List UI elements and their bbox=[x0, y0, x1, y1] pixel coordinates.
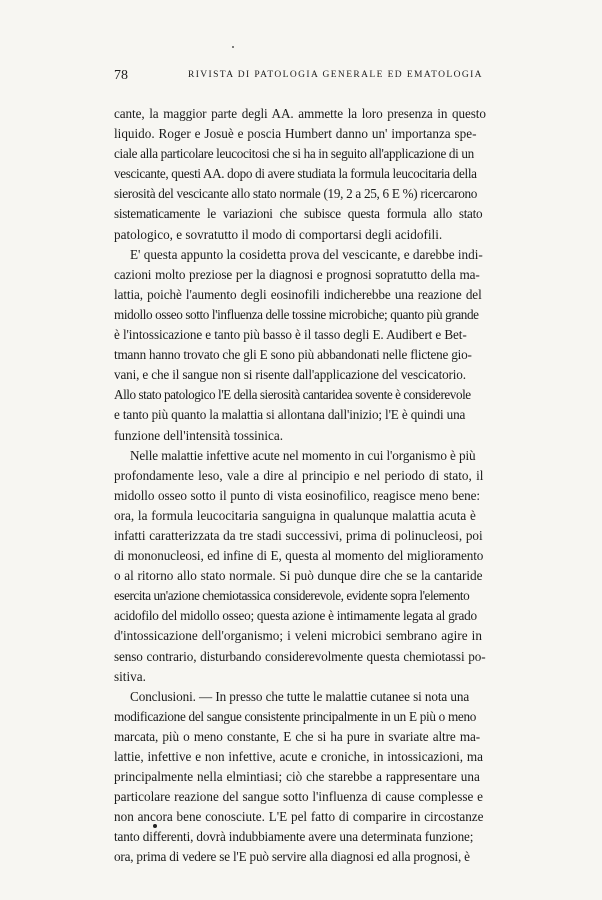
text-line: infatti caratterizzata da tre stadi successivi, prima di polinucleosi, poi bbox=[114, 527, 483, 543]
text-line: profondamente leso, vale a dire al principio e nel periodo di stato, il bbox=[114, 467, 484, 483]
text-line: midollo osseo sotto il punto di vista eosinofilico, reagisce meno bene: bbox=[114, 487, 480, 503]
text-line: esercita un'azione chemiotassica considerevole, evidente sopra l'elemento bbox=[114, 588, 470, 604]
text-line: tanto differenti, dovrà indubbiamente avere una determinata funzione; bbox=[114, 829, 474, 845]
printing-speck bbox=[232, 46, 234, 48]
text-line: sierosità del vescicante allo stato normale (19, 2 a 25, 6 E %) ricercarono bbox=[114, 186, 478, 202]
text-line: lattia, poichè l'aumento degli eosinofili indicherebbe una reazione del bbox=[114, 286, 482, 302]
printing-speck bbox=[153, 824, 157, 828]
text-line: e tanto più quanto la malattia si allontana dall'inizio; l'E è quindi una bbox=[114, 407, 466, 423]
text-line: particolare reazione del sangue sotto l'influenza di cause complesse e bbox=[114, 789, 484, 805]
text-line: vescicante, questi AA. dopo di avere studiata la formula leucocitaria della bbox=[114, 166, 477, 182]
text-line: o al ritorno allo stato normale. Si può dunque dire che se la cantaride bbox=[114, 568, 483, 584]
text-line: cante, la maggior parte degli AA. ammette la loro presenza in questo bbox=[114, 106, 486, 121]
text-line: modificazione del sangue consistente principalmente in un E più o meno bbox=[114, 708, 477, 724]
text-line: midollo osseo sotto l'influenza delle tossine microbiche; quanto più grande bbox=[114, 306, 479, 322]
text-line: cazioni molto preziose per la diagnosi e prognosi sopratutto della ma- bbox=[114, 266, 480, 282]
text-line: sitiva. bbox=[114, 668, 146, 684]
body-text bbox=[114, 104, 486, 868]
text-line: marcata, più o meno constante, E che si ha pure in svariate altre ma- bbox=[114, 728, 481, 744]
paragraph-start-line: Nelle malattie infettive acute nel momento in cui l'organismo è più bbox=[130, 447, 476, 463]
page-header bbox=[114, 68, 486, 88]
text-line: sistematicamente le variazioni che subisce questa formula allo stato bbox=[114, 206, 483, 222]
text-line: non ancora bene conosciute. L'E pel fatto di comparire in circostanze bbox=[114, 809, 484, 825]
text-line: principalmente nella elmintiasi; ciò che starebbe a rappresentare una bbox=[114, 769, 480, 785]
text-line: lattie, infettive e non infettive, acute e croniche, in intossicazioni, ma bbox=[114, 749, 483, 764]
page-number: 78 bbox=[114, 68, 128, 83]
text-line: è l'intossicazione e tanto più basso è il tasso degli E. Audibert e Bet- bbox=[114, 327, 467, 343]
text-line: ciale alla particolare leucocitosi che si ha in seguito all'applicazione di un bbox=[114, 146, 474, 162]
text-line: senso contrario, disturbando considerevolmente questa chemiotassi po- bbox=[114, 648, 486, 664]
text-line: di mononucleosi, ed infine di E, questa al momento del miglioramento bbox=[114, 548, 484, 564]
running-title: RIVISTA DI PATOLOGIA GENERALE ED EMATOLOGIA bbox=[188, 70, 483, 80]
paragraph-start-line: E' questa appunto la cosidetta prova del vescicante, e darebbe indi- bbox=[130, 246, 483, 262]
text-line: liquido. Roger e Josuè e poscia Humbert danno un' importanza spe- bbox=[114, 126, 477, 142]
paragraph-start-line: Conclusioni. — In presso che tutte le malattie cutanee si nota una bbox=[130, 688, 470, 704]
text-line: Allo stato patologico l'E della sierosità cantaridea sovente è considerevole bbox=[114, 387, 471, 403]
text-line: vani, e che il sangue non si risente dall'applicazione del vescicatorio. bbox=[114, 367, 466, 383]
text-line: ora, prima di vedere se l'E può servire alla diagnosi ed alla prognosi, è bbox=[114, 849, 470, 865]
text-line: acidofilo del midollo osseo; questa azione è intimamente legata al grado bbox=[114, 608, 477, 624]
text-line: d'intossicazione dell'organismo; i veleni microbici sembrano agire in bbox=[114, 628, 482, 644]
text-line: funzione dell'intensità tossinica. bbox=[114, 427, 284, 443]
text-line: ora, la formula leucocitaria sanguigna in qualunque malattia acuta è bbox=[114, 507, 476, 523]
text-line: tmann hanno trovato che gli E sono più abbandonati nelle flictene gio- bbox=[114, 347, 472, 363]
text-line: patologico, e sovratutto il modo di comportarsi degli acidofili. bbox=[114, 226, 443, 242]
